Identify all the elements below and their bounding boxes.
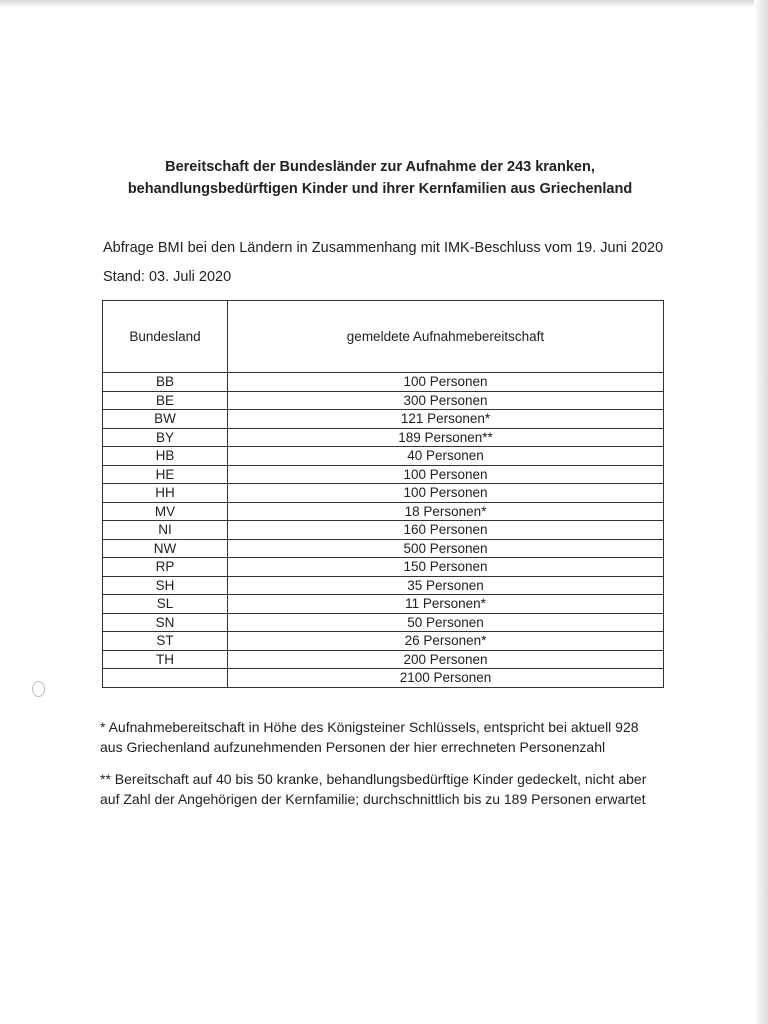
cell-bundesland: BY [103,428,228,447]
cell-aufnahmebereitschaft: 40 Personen [228,447,664,466]
cell-bundesland: HE [103,465,228,484]
table-row [103,558,664,577]
footnote-1-line-1: * Aufnahmebereitschaft in Höhe des Königsteiner Schlüssels, entspricht bei aktuell 928 [100,719,639,735]
cell-bundesland: SL [103,595,228,614]
document-title [100,156,660,200]
cell-bundesland: BW [103,410,228,429]
cell-bundesland: RP [103,558,228,577]
table-row [103,484,664,503]
cell-aufnahmebereitschaft: 160 Personen [228,521,664,540]
cell-aufnahmebereitschaft: 200 Personen [228,650,664,669]
punch-hole-mark [32,681,45,697]
cell-aufnahmebereitschaft: 150 Personen [228,558,664,577]
table-row [103,669,664,688]
query-subtitle: Abfrage BMI bei den Ländern in Zusammenhang mit IMK-Beschluss vom 19. Juni 2020 [103,240,664,256]
cell-aufnahmebereitschaft: 189 Personen** [228,428,664,447]
cell-aufnahmebereitschaft: 26 Personen* [228,632,664,651]
footnote-2-line-2: auf Zahl der Angehörigen der Kernfamilie; durchschnittlich bis zu 189 Personen erwartet [100,791,646,807]
table-row [103,447,664,466]
table-row [103,521,664,540]
table-header-row [103,301,664,373]
cell-bundesland: NW [103,539,228,558]
footnote-1-line-2: aus Griechenland aufzunehmenden Personen der hier errechneten Personenzahl [100,739,606,755]
page-top-shadow [0,0,768,8]
table-row [103,632,664,651]
status-date: Stand: 03. Juli 2020 [103,269,232,285]
table-row [103,650,664,669]
cell-bundesland: SH [103,576,228,595]
cell-aufnahmebereitschaft: 100 Personen [228,465,664,484]
cell-bundesland: HH [103,484,228,503]
table-row [103,391,664,410]
cell-aufnahmebereitschaft: 500 Personen [228,539,664,558]
title-line-2: behandlungsbedürftigen Kinder und ihrer Kernfamilien aus Griechenland [127,181,633,197]
cell-bundesland: TH [103,650,228,669]
cell-aufnahmebereitschaft: 11 Personen* [228,595,664,614]
cell-aufnahmebereitschaft: 100 Personen [228,373,664,392]
cell-bundesland: HB [103,447,228,466]
header-bundesland: Bundesland [103,301,228,373]
cell-bundesland: ST [103,632,228,651]
header-aufnahmebereitschaft: gemeldete Aufnahmebereitschaft [228,301,664,373]
table-row [103,613,664,632]
cell-aufnahmebereitschaft: 121 Personen* [228,410,664,429]
cell-bundesland: NI [103,521,228,540]
cell-aufnahmebereitschaft: 300 Personen [228,391,664,410]
table-row [103,595,664,614]
table-row [103,410,664,429]
readiness-table [102,300,664,688]
cell-bundesland: SN [103,613,228,632]
cell-aufnahmebereitschaft: 50 Personen [228,613,664,632]
table-row [103,539,664,558]
cell-bundesland: BE [103,391,228,410]
cell-bundesland [103,669,228,688]
table-row [103,373,664,392]
cell-bundesland: BB [103,373,228,392]
cell-aufnahmebereitschaft: 35 Personen [228,576,664,595]
footnote-2 [100,769,646,809]
table-row [103,502,664,521]
cell-aufnahmebereitschaft: 2100 Personen [228,669,664,688]
table-row [103,576,664,595]
cell-aufnahmebereitschaft: 100 Personen [228,484,664,503]
title-line-1: Bereitschaft der Bundesländer zur Aufnahme der 243 kranken, [165,159,595,175]
cell-aufnahmebereitschaft: 18 Personen* [228,502,664,521]
page-right-shadow [754,0,768,1024]
table-row [103,428,664,447]
footnote-2-line-1: ** Bereitschaft auf 40 bis 50 kranke, behandlungsbedürftige Kinder gedeckelt, nicht aber [100,771,647,787]
footnote-1 [100,717,639,757]
cell-bundesland: MV [103,502,228,521]
table-row [103,465,664,484]
